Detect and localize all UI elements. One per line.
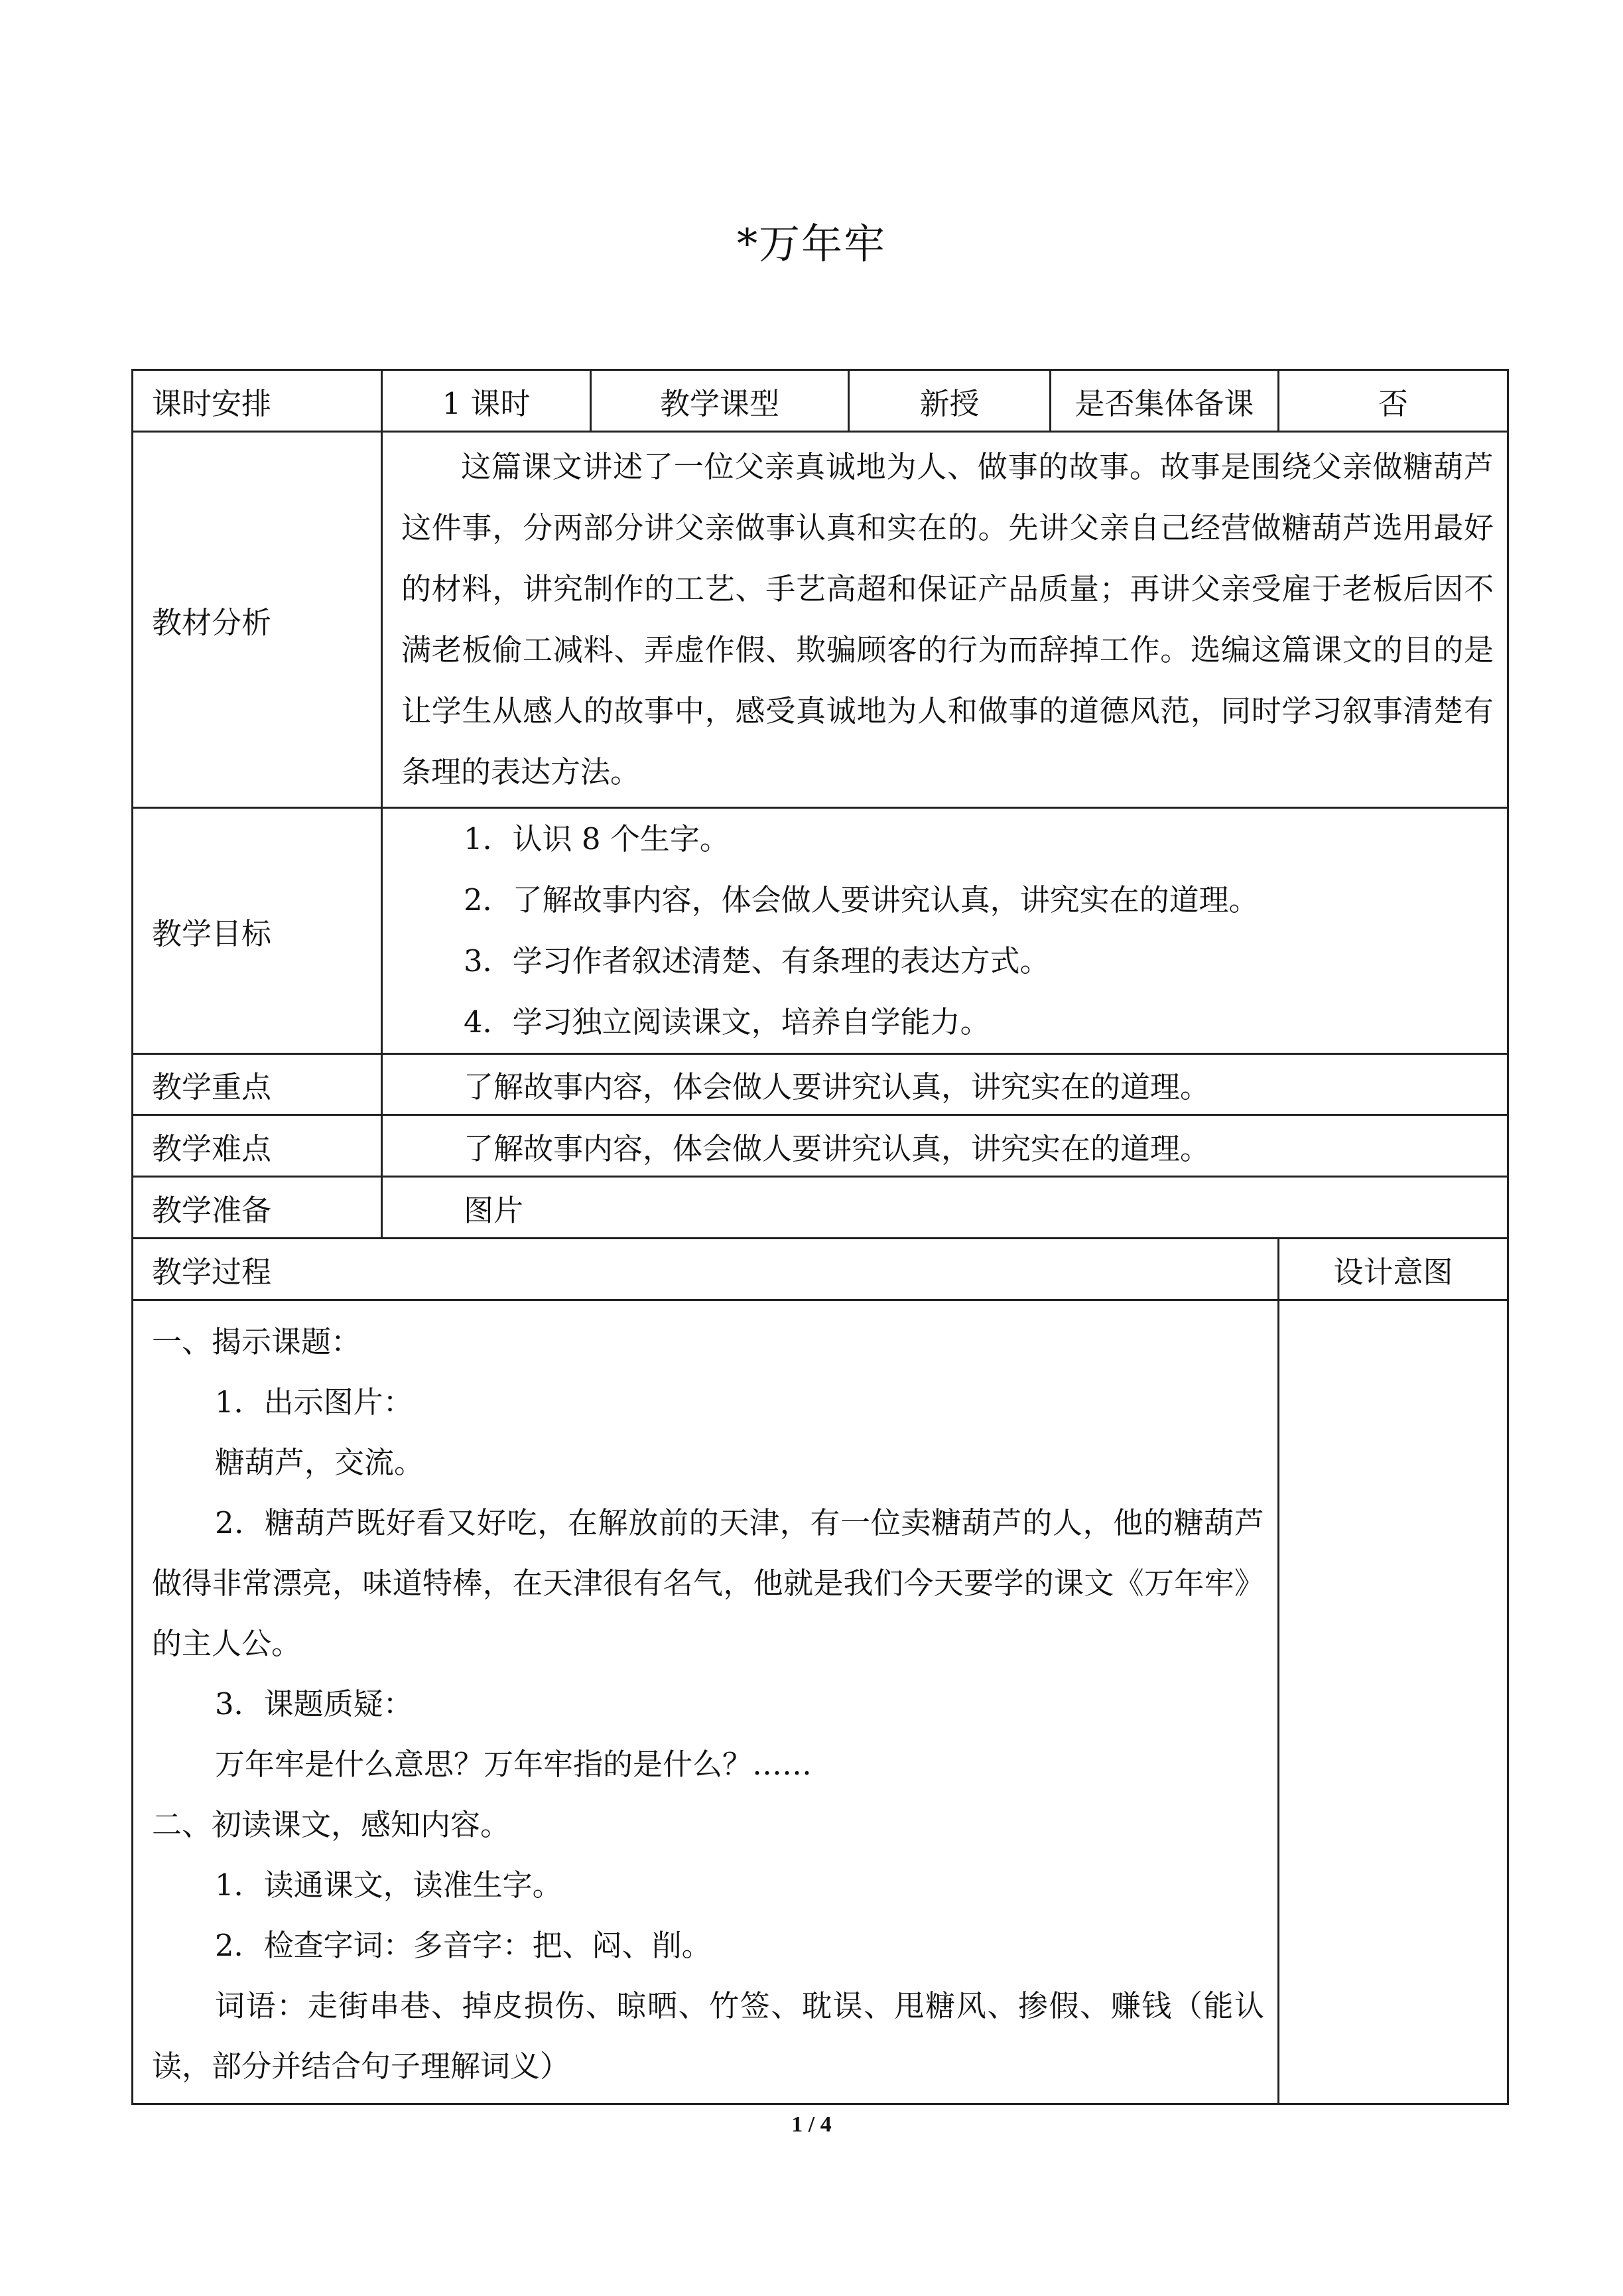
- preparation-row: [133, 1177, 1508, 1239]
- difficulties-label: 教学难点: [133, 1115, 382, 1177]
- page-number: 1 / 4: [791, 2112, 832, 2137]
- header-row: [133, 370, 1508, 432]
- goals-list: [382, 808, 1508, 1054]
- type-label: 教学课型: [591, 370, 849, 432]
- process-line: 词语：走街串巷、掉皮损伤、晾晒、竹签、耽误、甩糖风、掺假、赚钱（能认读，部分并结合句子理解词义）: [152, 1988, 1265, 2084]
- goals-label: 教学目标: [133, 808, 382, 1054]
- preparation-text: 图片: [382, 1177, 1508, 1239]
- analysis-row: [133, 432, 1508, 808]
- key-points-label: 教学重点: [133, 1054, 382, 1115]
- process-line: 1．读通课文，读准生字。: [215, 1867, 562, 1903]
- process-label: 教学过程: [133, 1239, 1279, 1300]
- difficulties-text: 了解故事内容，体会做人要讲究认真，讲究实在的道理。: [382, 1115, 1508, 1177]
- process-line: 2．检查字词：多音字：把、闷、削。: [215, 1928, 712, 1963]
- process-content: [133, 1300, 1279, 2104]
- difficulties-row: [133, 1115, 1508, 1177]
- page-title: *万年牢: [736, 220, 886, 268]
- lesson-plan-table: [131, 369, 1509, 2105]
- process-line: 二、初读课文，感知内容。: [152, 1807, 511, 1842]
- process-header-row: [133, 1239, 1508, 1300]
- goal-item: 2．了解故事内容，体会做人要讲究认真，讲究实在的道理。: [464, 882, 1259, 917]
- process-line: 3．课题质疑：: [215, 1686, 413, 1722]
- process-line: 万年牢是什么意思？万年牢指的是什么？……: [215, 1747, 812, 1782]
- collective-label: 是否集体备课: [1051, 370, 1279, 432]
- process-line: 一、揭示课题：: [152, 1324, 361, 1359]
- process-content-row: [133, 1300, 1508, 2104]
- goals-row: [133, 808, 1508, 1054]
- goal-item: 4．学习独立阅读课文，培养自学能力。: [464, 1004, 990, 1040]
- collective-value: 否: [1279, 370, 1508, 432]
- analysis-text: 这篇课文讲述了一位父亲真诚地为人、做事的故事。故事是围绕父亲做糖葫芦这件事，分两部分讲父亲做事认真和实在的。先讲父亲自己经营做糖葫芦选用最好的材料，讲究制作的工艺、手艺高超和保证产品质量；再讲父亲受雇于老板后因不满老板偷工减料、弄虚作假、欺骗顾客的行为而辞掉工作。选编这篇课文的目的是让学生从感人的故事中，感受真诚地为人和做事的道德风范，同时学习叙事清楚有条理的表达方法。: [382, 432, 1508, 808]
- goal-item: 3．学习作者叙述清楚、有条理的表达方式。: [464, 943, 1050, 979]
- type-value: 新授: [849, 370, 1051, 432]
- design-label: 设计意图: [1279, 1239, 1508, 1300]
- process-line: 糖葫芦，交流。: [215, 1445, 424, 1480]
- design-content: [1279, 1300, 1508, 2104]
- analysis-label: 教材分析: [133, 432, 382, 808]
- process-line: 1．出示图片：: [215, 1384, 413, 1420]
- key-points-row: [133, 1054, 1508, 1115]
- key-points-text: 了解故事内容，体会做人要讲究认真，讲究实在的道理。: [382, 1054, 1508, 1115]
- preparation-label: 教学准备: [133, 1177, 382, 1239]
- schedule-label: 课时安排: [133, 370, 382, 432]
- goal-item: 1．认识 8 个生字。: [464, 821, 730, 856]
- schedule-value: 1 课时: [382, 370, 591, 432]
- process-line: 2．糖葫芦既好看又好吃，在解放前的天津，有一位卖糖葫芦的人，他的糖葫芦做得非常漂亮，味道特棒，在天津很有名气，他就是我们今天要学的课文《万年牢》的主人公。: [152, 1505, 1265, 1661]
